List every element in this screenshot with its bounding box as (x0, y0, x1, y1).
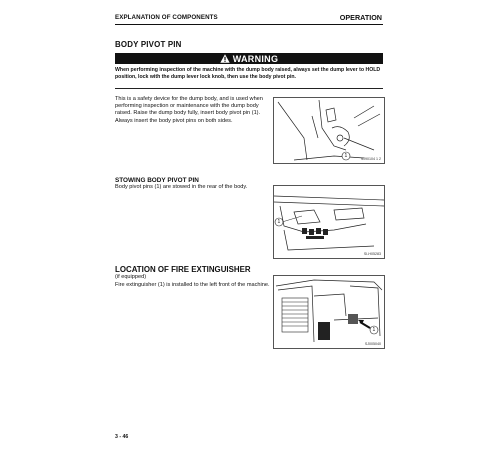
fire-extinguisher-figure (273, 275, 385, 349)
stowing-figure (273, 185, 385, 259)
body-pivot-pin-figure (273, 97, 385, 164)
stowing-text: Body pivot pins (1) are stowed in the rear of the body. (115, 184, 248, 190)
figure-callout: 1 (277, 218, 281, 225)
stowing-title: STOWING BODY PIVOT PIN (115, 177, 199, 184)
truck-front-illustration (274, 276, 384, 348)
warning-label: WARNING (232, 53, 279, 64)
figure-callout: 1 (344, 152, 348, 159)
header-rule (115, 24, 383, 25)
fire-extinguisher-title: LOCATION OF FIRE EXTINGUISHER (115, 264, 251, 274)
body-pivot-pin-title: BODY PIVOT PIN (115, 39, 182, 49)
figure-code: SJ90104 1 2 (360, 157, 381, 161)
body-pivot-pin-description: This is a safety device for the dump body, and is used when performing inspection or maintenance with the dump body raised. Raise the dump body fully, insert body pivot pin (1). Always insert the body pivot pins on both sides. (115, 96, 263, 124)
fire-extinguisher-text: Fire extinguisher (1) is installed to the left front of the machine. (115, 282, 270, 288)
chapter-header: OPERATION (339, 13, 382, 22)
section-header: EXPLANATION OF COMPONENTS (115, 14, 218, 21)
stowed-pins-illustration (274, 186, 384, 258)
figure-code: SI-H05283 (363, 252, 381, 256)
page-number: 3 - 46 (115, 434, 129, 440)
pivot-pin-illustration (274, 98, 384, 163)
warning-text: When performing inspection of the machine with the dump body raised, always set the dump lever to HOLD position, lock with the dump lever lock knob, then use the body pivot pin. (115, 67, 381, 81)
section-divider (115, 88, 383, 89)
fire-extinguisher-note: (if equipped) (115, 274, 147, 280)
figure-callout: 1 (372, 326, 376, 333)
warning-banner (115, 53, 383, 64)
warning-triangle-icon (220, 54, 230, 63)
figure-code: SJ005040 (364, 342, 381, 346)
